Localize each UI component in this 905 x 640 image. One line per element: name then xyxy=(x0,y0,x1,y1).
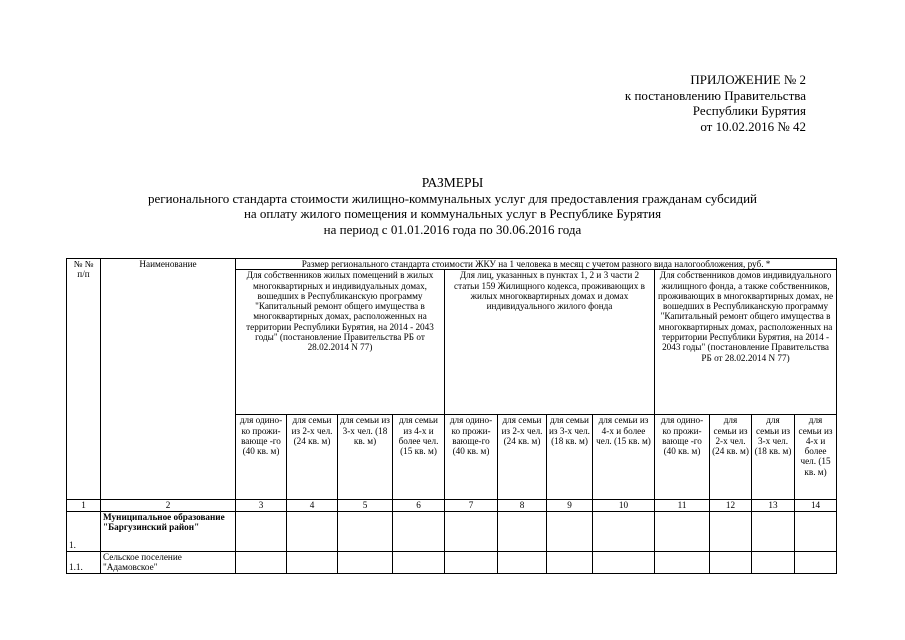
subheader-cell: для семьи из 2-х чел. (24 кв. м) xyxy=(498,415,547,500)
group-header-1: Для собственников жилых помещений в жилых многоквартирных и индивидуальных домах, вошедших в Республиканскую программу "Капитальный ремонт общего имущества в многоквартирных домах, расположенных на территории Республики Бурятия, на 2014 - 2043 годы" (постановление Правительства РБ от 28.02.2014 N 77) xyxy=(236,270,445,415)
value-cell xyxy=(655,551,710,573)
value-cell xyxy=(338,511,393,551)
value-cell xyxy=(710,511,752,551)
column-number: 1 xyxy=(67,500,101,511)
value-cell xyxy=(287,551,338,573)
header-span: Размер регионального стандарта стоимости ЖКУ на 1 человека в месяц с учетом разного вида налогообложения, руб. * xyxy=(236,259,837,270)
subheader-cell: для одино-ко прожи-вающе -го (40 кв. м) xyxy=(236,415,287,500)
value-cell xyxy=(393,511,445,551)
title-main: РАЗМЕРЫ xyxy=(421,175,484,190)
appendix-date: от 10.02.2016 № 42 xyxy=(700,118,806,134)
subheader-cell: для семьи из 2-х чел. (24 кв. м) xyxy=(710,415,752,500)
document-title xyxy=(0,175,905,237)
value-cell xyxy=(710,551,752,573)
value-cell xyxy=(593,551,655,573)
value-cell xyxy=(547,511,593,551)
column-number: 6 xyxy=(393,500,445,511)
column-number: 5 xyxy=(338,500,393,511)
column-numbers-row xyxy=(67,500,837,511)
value-cell xyxy=(393,551,445,573)
subheader-cell: для семьи из 3-х чел. (18 кв. м) xyxy=(752,415,795,500)
group-header-3: Для собственников домов индивидуального жилищного фонда, а также собственников, проживающих в многоквартирных домах, не вошедших в Республиканскую программу "Капитальный ремонт общего имущества в многоквартирных домах, расположенных на территории Республики Бурятия, на 2014 - 2043 годы" (постановление Правительства РБ от 28.02.2014 N 77) xyxy=(655,270,837,415)
value-cell xyxy=(752,551,795,573)
subheader-cell: для семьи из 4-х и более чел. (15 кв. м) xyxy=(393,415,445,500)
table-row xyxy=(67,551,837,573)
column-number: 2 xyxy=(101,500,236,511)
row-name: Сельское поселение "Адамовское" xyxy=(101,551,236,573)
group-header-2: Для лиц, указанных в пунктах 1, 2 и 3 части 2 статьи 159 Жилищного кодекса, проживающих в жилых многоквартирных домах и домах индивидуального жилого фонда xyxy=(445,270,655,415)
value-cell xyxy=(655,511,710,551)
title-line-2: на оплату жилого помещения и коммунальных услуг в Республике Бурятия xyxy=(243,206,662,221)
title-line-3: на период с 01.01.2016 года по 30.06.2016 года xyxy=(323,221,582,237)
row-num: 1. xyxy=(67,511,101,551)
row-name: Муниципальное образование "Баргузинский район" xyxy=(101,511,236,551)
column-number: 4 xyxy=(287,500,338,511)
column-number: 13 xyxy=(752,500,795,511)
appendix-ref: к постановлению Правительства xyxy=(624,87,806,103)
value-cell xyxy=(287,511,338,551)
column-number: 14 xyxy=(795,500,837,511)
column-number: 3 xyxy=(236,500,287,511)
value-cell xyxy=(795,511,837,551)
column-number: 8 xyxy=(498,500,547,511)
column-number: 7 xyxy=(445,500,498,511)
value-cell xyxy=(498,551,547,573)
appendix-title: ПРИЛОЖЕНИЕ № 2 xyxy=(690,72,806,87)
value-cell xyxy=(445,551,498,573)
value-cell xyxy=(338,551,393,573)
value-cell xyxy=(795,551,837,573)
column-number: 11 xyxy=(655,500,710,511)
value-cell xyxy=(498,511,547,551)
value-cell xyxy=(236,551,287,573)
header-num: № № п/п xyxy=(67,259,101,500)
subheader-cell: для одино-ко прожи-вающе -го (40 кв. м) xyxy=(655,415,710,500)
appendix-header xyxy=(625,72,806,134)
column-number: 12 xyxy=(710,500,752,511)
subheader-cell: для семьи из 4-х и более чел. (15 кв. м) xyxy=(593,415,655,500)
column-number: 10 xyxy=(593,500,655,511)
value-cell xyxy=(236,511,287,551)
subheader-cell: для одино-ко прожи-вающе-го (40 кв. м) xyxy=(445,415,498,500)
subheader-cell: для семьи из 4-х и более чел. (15 кв. м) xyxy=(795,415,837,500)
value-cell xyxy=(752,511,795,551)
value-cell xyxy=(445,511,498,551)
value-cell xyxy=(547,551,593,573)
value-cell xyxy=(593,511,655,551)
subheader-cell: для семьи из 2-х чел. (24 кв. м) xyxy=(287,415,338,500)
subheader-cell: для семьи из 3-х чел. (18 кв. м) xyxy=(547,415,593,500)
appendix-republic: Республики Бурятия xyxy=(692,103,806,118)
header-name: Наименование xyxy=(101,259,236,500)
table-row xyxy=(67,511,837,551)
column-number: 9 xyxy=(547,500,593,511)
standards-table xyxy=(66,258,837,574)
subheader-cell: для семьи из 3-х чел. (18 кв. м) xyxy=(338,415,393,500)
title-line-1: регионального стандарта стоимости жилищно-коммунальных услуг для предоставления гражданам субсидий xyxy=(147,190,757,206)
row-num: 1.1. xyxy=(67,551,101,573)
